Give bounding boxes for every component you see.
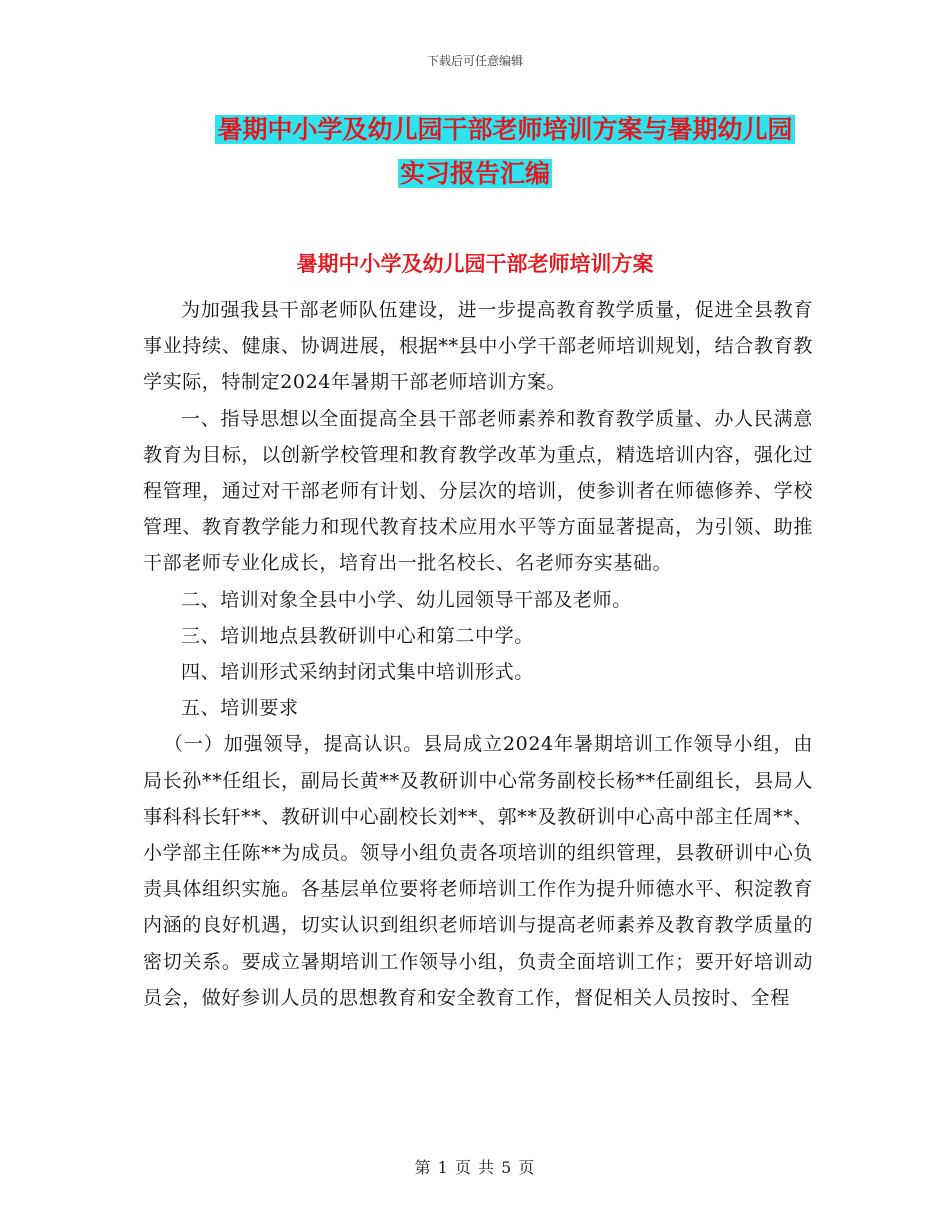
document-title <box>0 108 950 196</box>
paragraph-training-location: 三、培训地点县教研训中心和第二中学。 <box>181 624 534 647</box>
paragraph-training-form: 四、培训形式采纳封闭式集中培训形式。 <box>181 661 534 684</box>
paragraph-guiding-ideology: 一、指导思想以全面提高全县干部老师素养和教育教学质量、办人民满意教育为目标，以创新学校管理和教育教学改革为重点，精选培训内容，强化过程管理，通过对干部老师有计划、分层次的培训，使参训者在师德修养、学校管理、教育教学能力和现代教育技术应用水平等方面显著提高，为引领、助推干部老师专业化成长，培育出一批名校长、名老师夯实基础。 <box>143 407 813 575</box>
page-footer: 第 1 页 共 5 页 <box>414 1158 536 1177</box>
paragraph-training-target: 二、培训对象全县中小学、幼儿园领导干部及老师。 <box>181 588 632 611</box>
document-title-line1-wrap <box>0 108 950 152</box>
paragraph-requirement-1: （一）加强领导，提高认识。县局成立2024年暑期培训工作领导小组，由局长孙**任组长，副局长黄**及教研训中心常务副校长杨**任副组长，县局人事科科长轩**、教研训中心副校长刘**、郭**及教研训中心高中部主任周**、小学部主任陈**为成员。领导小组负责各项培训的组织管理，县教研训中心负责具体组织实施。各基层单位要将老师培训工作作为提升师德水平、积淀教育内涵的良好机遇，切实认识到组织老师培训与提高老师素养及教育教学质量的密切关系。要成立暑期培训工作领导小组，负责全面培训工作；要开好培训动员会，做好参训人员的思想教育和安全教育工作，督促相关人员按时、全程 <box>143 733 813 1009</box>
document-title-line2-wrap <box>0 152 950 196</box>
document-title-line1: 暑期中小学及幼儿园干部老师培训方案与暑期幼儿园 <box>217 115 793 144</box>
document-title-line2: 实习报告汇编 <box>399 159 550 188</box>
section-title: 暑期中小学及幼儿园干部老师培训方案 <box>296 252 654 276</box>
paragraph-intro: 为加强我县干部老师队伍建设，进一步提高教育教学质量，促进全县教育事业持续、健康、协调进展，根据**县中小学干部老师培训规划，结合教育教学实际，特制定2024年暑期干部老师培训方案。 <box>143 299 813 394</box>
body-text <box>143 292 813 1016</box>
header-note: 下载后可任意编辑 <box>426 54 523 68</box>
paragraph-training-requirements: 五、培训要求 <box>181 697 299 720</box>
